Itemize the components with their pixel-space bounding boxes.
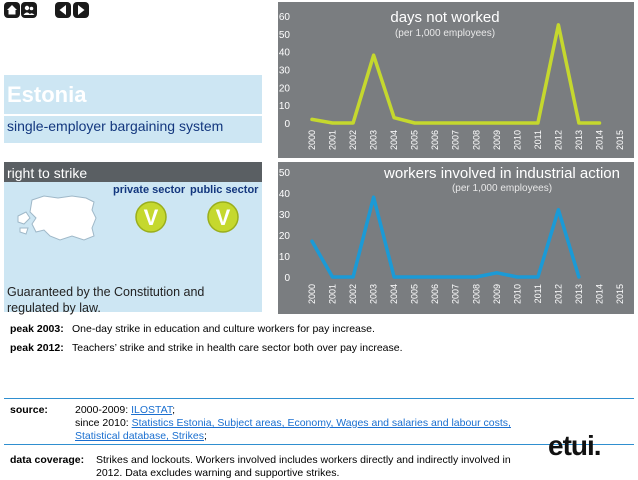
data-coverage-text: Strikes and lockouts. Workers involved includes workers directly and indirectly involved in 2012. Data excludes warning and supportive strikes. [96,454,511,479]
data-point [413,122,416,125]
source-text [75,404,535,443]
country-name: Estonia [7,82,87,107]
note-label: peak 2003: [10,323,64,335]
triangle-right-icon [73,2,89,18]
estonia-map-icon [14,190,102,246]
country-divider [4,114,262,116]
data-point [372,54,375,57]
y-tick-label: 60 [278,12,290,23]
divider-line [4,398,634,399]
triangle-left-icon [55,2,71,18]
data-point [536,122,539,125]
y-tick-label: 20 [278,231,290,242]
right-to-strike-note: Guaranteed by the Constitution and regulated by law. [7,285,205,315]
chart-subtitle-workers: (per 1,000 employees) [451,183,553,194]
home-button[interactable] [4,2,20,18]
data-point [454,122,457,125]
check-badge-icon [206,200,240,234]
y-tick-label: 50 [278,29,290,41]
y-tick-label: 0 [284,273,290,284]
y-tick-label: 30 [278,210,290,221]
data-point [434,276,437,279]
source-suffix: ; [203,430,207,442]
x-tick-label: 2007 [450,284,461,305]
x-tick-label: 2001 [327,284,338,305]
x-tick-label: 2012 [553,130,564,151]
people-button[interactable] [21,2,37,18]
x-tick-label: 2000 [307,284,317,305]
x-tick-label: 2008 [471,284,482,305]
x-tick-label: 2009 [491,130,502,151]
public-sector-value: V [215,205,231,230]
data-point [372,196,375,199]
x-tick-label: 2006 [430,284,441,305]
bargaining-system: single-employer bargaining system [7,118,224,134]
private-sector-value: V [143,205,159,230]
data-point [434,122,437,125]
data-point [557,208,560,211]
y-tick-label: 10 [278,252,290,263]
note-peak-2003 [10,323,375,335]
x-tick-label: 2014 [594,130,605,151]
chart-title-days: days not worked [390,9,500,26]
y-tick-label: 40 [278,189,290,200]
y-tick-label: 30 [278,65,290,77]
home-icon [4,2,20,18]
x-tick-label: 2013 [573,130,584,151]
y-tick-label: 40 [278,47,290,59]
data-point [331,276,334,279]
data-point [577,122,580,125]
x-tick-label: 2005 [409,284,420,305]
source-suffix: ; [172,404,176,416]
x-tick-label: 2007 [450,130,461,151]
data-point [598,122,601,125]
note-text: One-day strike in education and culture workers for pay increase. [72,323,375,335]
data-point [311,118,314,121]
x-tick-label: 2009 [491,284,502,305]
series-line [312,197,579,277]
data-coverage-label: data coverage: [10,454,85,466]
right-to-strike-label: right to strike [7,165,88,181]
x-tick-label: 2006 [430,130,441,151]
x-tick-label: 2010 [512,130,523,151]
private-sector-label: private sector [113,184,186,196]
note-peak-2012 [10,342,403,354]
x-tick-label: 2003 [368,130,379,151]
source-label: source: [10,404,48,416]
y-tick-label: 0 [284,119,290,130]
data-point [475,122,478,125]
x-tick-label: 2011 [532,284,543,304]
x-tick-label: 2011 [532,130,543,150]
x-tick-label: 2004 [389,130,400,151]
previous-button[interactable] [55,2,71,18]
y-tick-label: 50 [278,168,290,179]
x-tick-label: 2002 [348,284,359,305]
data-point [311,240,314,243]
public-sector-label: public sector [190,184,259,196]
etui-logo: etui. [548,430,601,461]
source-prefix: since 2010: [75,417,132,429]
private-sector-check [134,200,168,234]
data-point [352,122,355,125]
divider-line [4,444,634,445]
x-tick-label: 2015 [615,284,625,305]
note-text: Teachers’ strike and strike in health care sector both over pay increase. [72,342,403,354]
people-icon [21,2,37,18]
public-sector-check [206,200,240,234]
x-tick-label: 2014 [594,284,605,305]
ilostat-link[interactable]: ILOSTAT [131,404,173,416]
chart-title-workers: workers involved in industrial action [384,165,620,182]
chart-subtitle-days: (per 1,000 employees) [394,28,496,39]
note-label: peak 2012: [10,342,64,354]
x-tick-label: 2015 [615,130,625,151]
x-tick-label: 2013 [573,284,584,305]
data-point [475,276,478,279]
data-point [557,23,560,26]
x-tick-label: 2000 [307,130,317,151]
data-point [393,116,396,119]
data-point [331,122,334,125]
data-point [352,276,355,279]
series-line [312,25,600,123]
check-badge-icon [134,200,168,234]
data-point [536,276,539,279]
x-tick-label: 2002 [348,130,359,151]
x-tick-label: 2012 [553,284,564,305]
x-tick-label: 2008 [471,130,482,151]
data-point [516,122,519,125]
source-prefix: 2000-2009: [75,404,132,416]
data-point [454,276,457,279]
x-tick-label: 2001 [327,130,338,151]
data-point [413,276,416,279]
data-point [516,276,519,279]
next-button[interactable] [73,2,89,18]
data-point [393,276,396,279]
data-point [495,122,498,125]
x-tick-label: 2005 [409,130,420,151]
y-tick-label: 10 [278,101,290,113]
data-point [577,276,580,279]
statistics-estonia-link[interactable]: Statistics Estonia, Subject areas, Economy, Wages and salaries and labour costs, Statistical database, Strikes [75,417,511,442]
x-tick-label: 2004 [389,284,400,305]
x-tick-label: 2003 [368,284,379,305]
x-tick-label: 2010 [512,284,523,305]
data-point [495,271,498,274]
y-tick-label: 20 [278,83,290,95]
